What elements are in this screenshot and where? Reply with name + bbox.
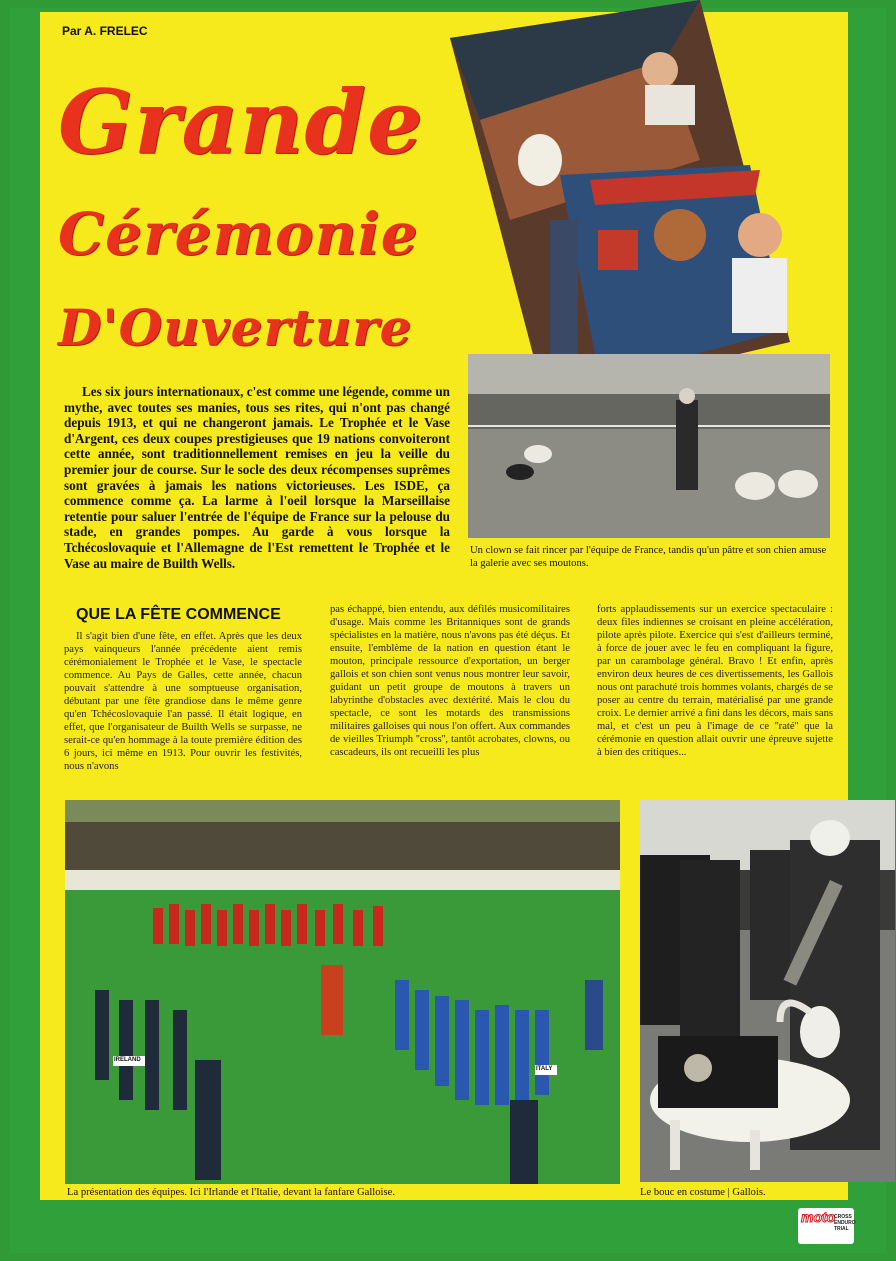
ireland-sign: IRELAND xyxy=(114,1057,141,1063)
section-heading: QUE LA FÊTE COMMENCE xyxy=(76,606,281,623)
body-column-3: forts applaudissements sur un exercice spectaculaire : deux files indiennes se croisant en pleine accélération, pilote après pilote. Exercice qui s'est d'ailleurs terminé, à force de jouer avec le feu en compliquant la figure, par un carambolage général. Bravo ! Et enfin, après environ deux heures de ces divertissements, les Gallois nous ont parachuté trois hommes volants, chargés de se poser au centre du terrain, matérialisé par une grande croix. Le dernier arrivé a fini dans les décors, mais sans mal, et c'est un peu à l'image de ce ''raté'' que la cérémonie en question allait ouvrir une épreuve sujette à bien des critiques... xyxy=(597,604,833,758)
logo-name: moto xyxy=(801,1209,836,1225)
intro-paragraph: Les six jours internationaux, c'est comme une légende, comme un mythe, avec toutes ses manies, tous ses rites, qui n'ont pas changé depuis 1913, et qui ne changeront jamais. Le Trophée et le Vase d'Argent, ces deux coupes prestigieuses que 19 nations convoiteront cette année, sont traditionnellement remises en jeu la veille du premier jour de course. Sur le socle des deux récompenses suprêmes sont gravées à jamais les nations victorieuses. Les ISDE, ça commence comme ça. La larme à l'oeil lorsque la Marseillaise retentie pour saluer l'entrée de l'équipe de France sur la pelouse du stade, en grandes pompes. Au garde à vous lorsque la Tchécoslovaquie et l'Allemagne de l'Est remettent le Trophée et le Vase au maire de Builth Wells. xyxy=(64,384,450,571)
logo-sub: CROSS ENDURO TRIAL xyxy=(834,1214,856,1232)
magazine-logo xyxy=(798,1208,854,1244)
title-line-1: Grande xyxy=(58,70,425,174)
body-column-2: pas échappé, bien entendu, aux défilés musicomilitaires d'usage. Mais comme les Britanniques sont de grands spécialistes en la matière, nous n'avons pas été déçus. Et ensuite, l'emblème de la nation en question étant le mouton, principale ressource d'exportation, un berger gallois et son chien sont venus nous montrer leur savoir, guidant un petit groupe de moutons à travers un labyrinthe d'obstacles avec dextérité. Mais le clou du spectacle, ce sont les motards des transmissions militaires galloises qui nous l'on offert. Aux commandes de vieilles Triumph ''cross'', tantôt acrobates, clowns, ou cascadeurs, ils ont recueilli les plus xyxy=(330,604,570,758)
sheep-photo-caption: Un clown se fait rincer par l'équipe de France, tandis qu'un pâtre et son chien amuse la galerie avec ses moutons. xyxy=(470,545,827,569)
italy-sign: ITALY xyxy=(536,1066,553,1072)
sheep-photo xyxy=(468,354,830,538)
crowd-photo xyxy=(450,0,800,400)
title-line-2: Cérémonie xyxy=(58,200,419,268)
goat-photo xyxy=(640,800,895,1182)
teams-photo-caption: La présentation des équipes. Ici l'Irlande et l'Italie, devant la fanfare Galloise. xyxy=(67,1187,395,1198)
teams-photo xyxy=(65,800,620,1184)
byline: Par A. FRELEC xyxy=(62,24,148,38)
body-column-1: Il s'agit bien d'une fête, en effet. Après que les deux pays vainqueurs l'année précédente aient remis cérémonialement le Trophée et le Vase, le spectacle commence. Au Pays de Galles, cette année, chacun pouvait s'attendre à une somptueuse organisation, débutant par une fête grandiose dans le même genre qu'en Tchécoslovaquie l'an passé. Il était logique, en effet, que l'organisateur de Builth Wells se surpasse, ne serait-ce qu'en hommage à la toute première édition des 6 jours, ici même en 1913. Pour ouvrir les festivités, nous n'avons xyxy=(64,631,302,772)
title-line-3: D'Ouverture xyxy=(58,298,413,357)
goat-photo-caption: Le bouc en costume | Gallois. xyxy=(640,1187,766,1198)
